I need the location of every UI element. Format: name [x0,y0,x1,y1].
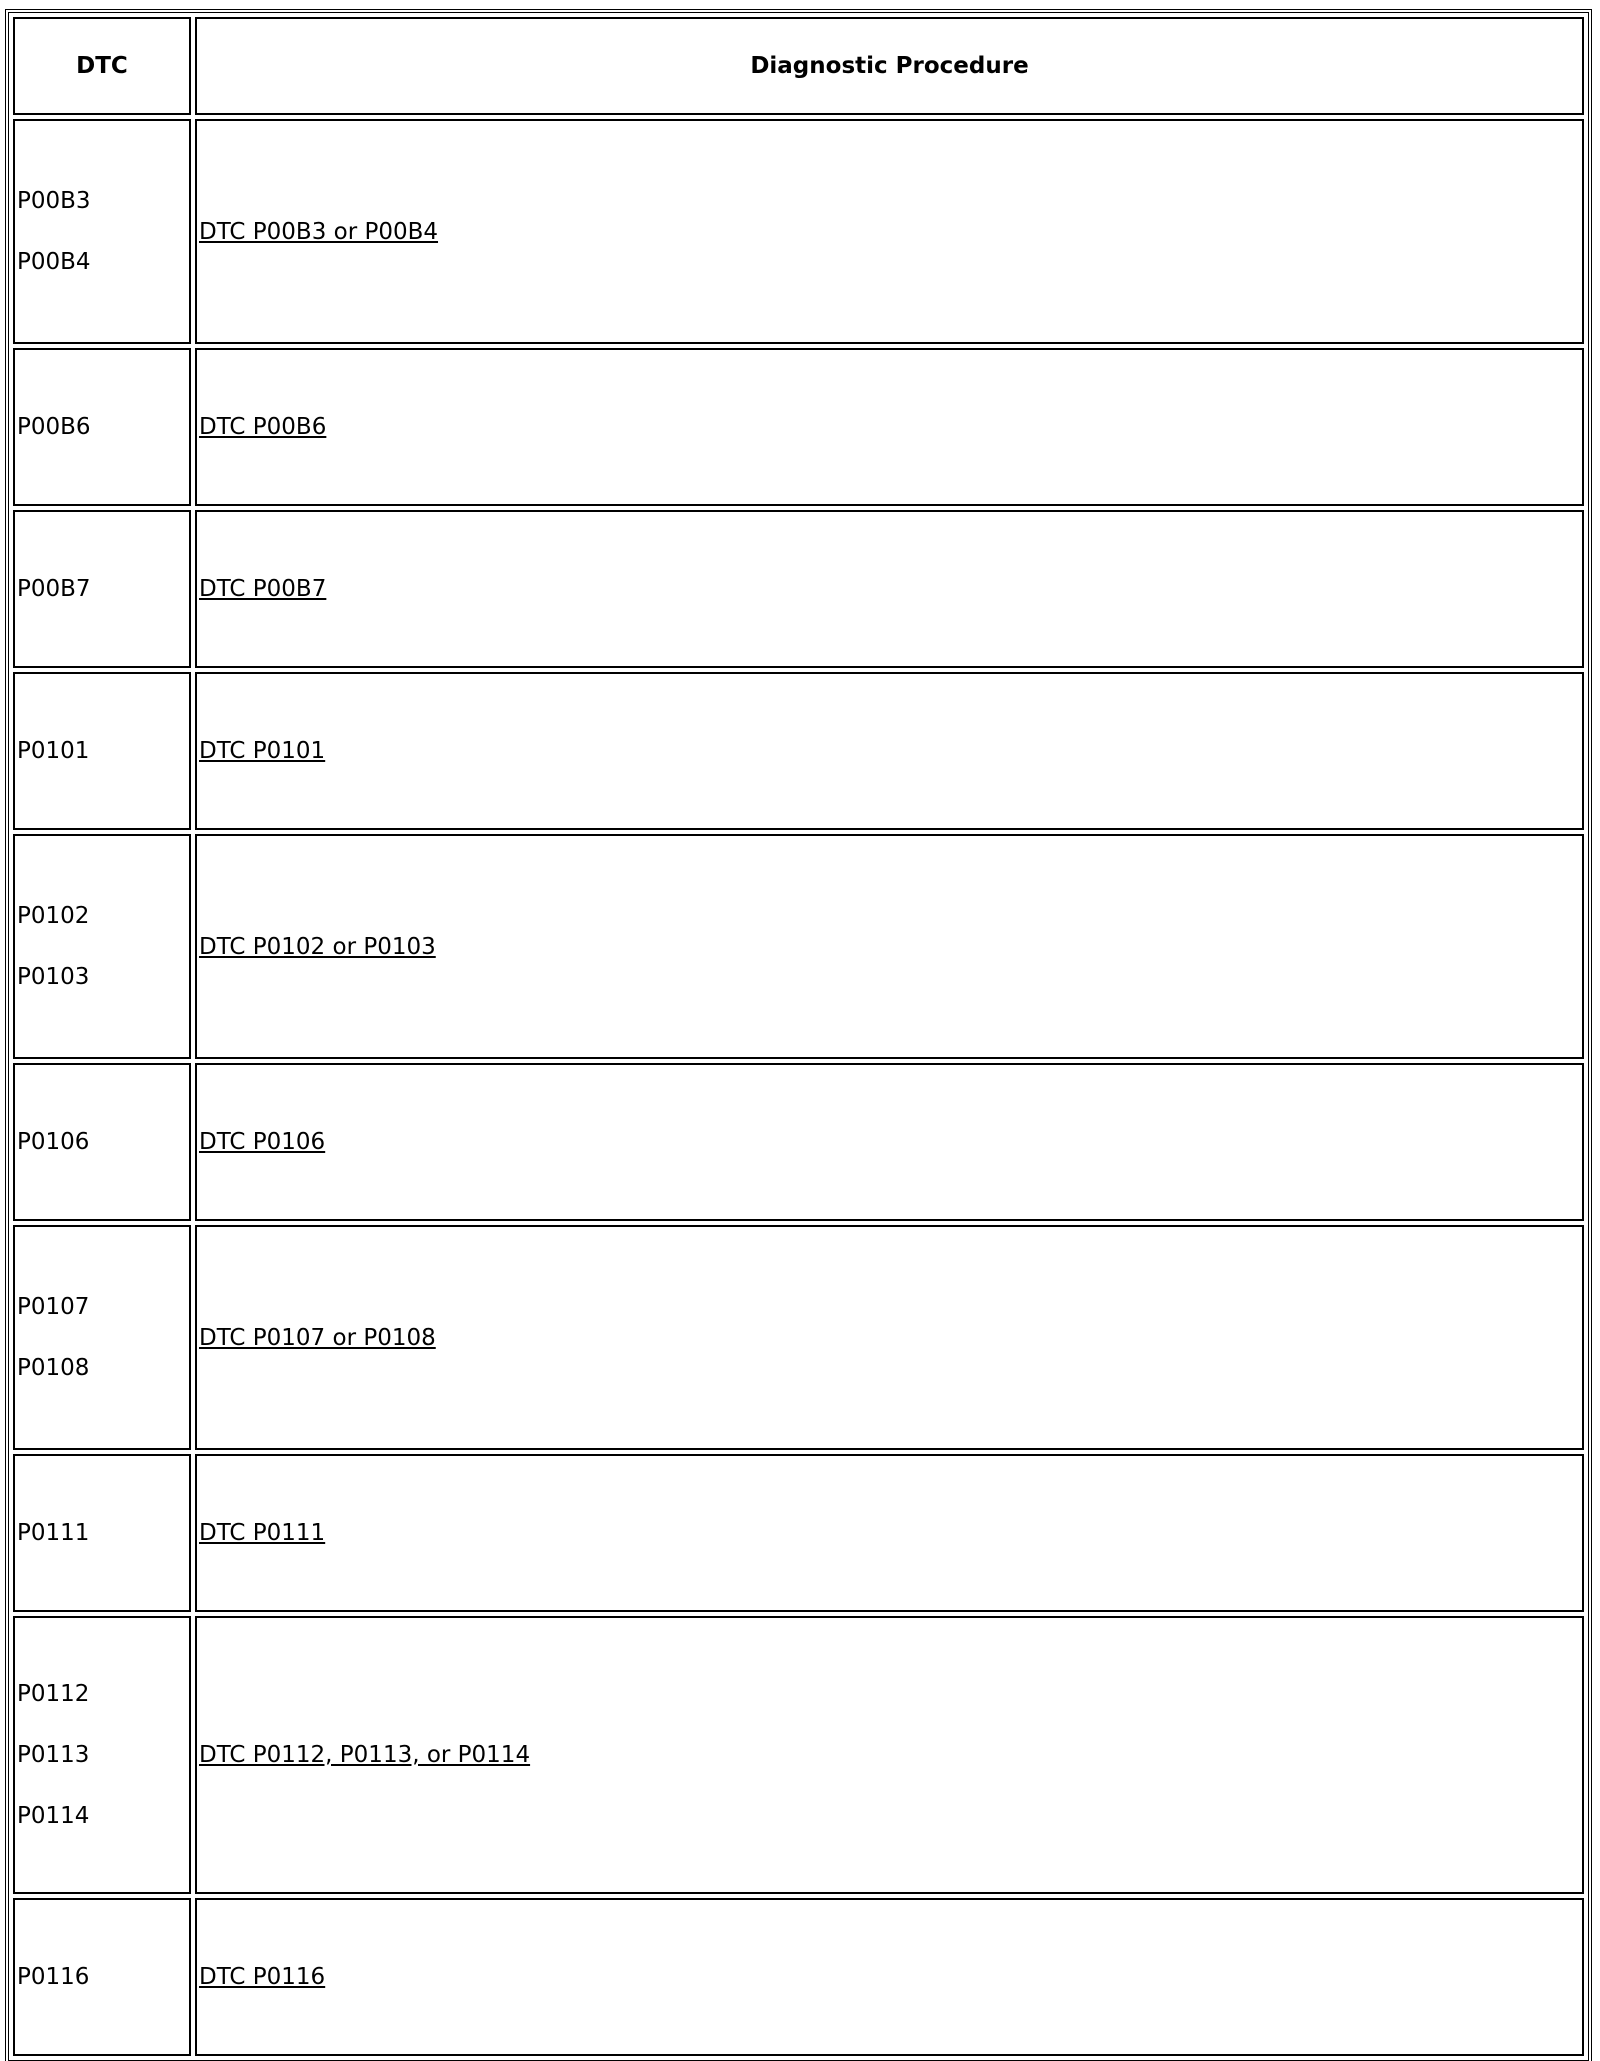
table-row [13,1898,1584,2056]
table-row [13,510,1584,668]
table-row [13,348,1584,506]
table-row [13,1616,1584,1894]
dtc-codes-cell [13,1225,191,1450]
table-row [13,834,1584,1059]
procedure-link[interactable]: DTC P0102 or P0103 [199,933,436,960]
dtc-code: P0116 [17,1963,90,1990]
dtc-code: P0113 [17,1741,90,1768]
dtc-code: P00B7 [17,575,91,602]
procedure-cell [195,1616,1584,1894]
procedure-link[interactable]: DTC P00B7 [199,576,327,602]
dtc-code: P00B3 [17,187,91,214]
dtc-codes-cell [13,834,191,1059]
dtc-code: P0111 [17,1519,90,1546]
dtc-code: P00B4 [17,248,91,275]
dtc-code: P0112 [17,1680,90,1707]
dtc-codes-cell [13,119,191,344]
procedure-cell [195,510,1584,668]
dtc-code: P00B6 [17,413,91,440]
procedure-cell [195,834,1584,1059]
table-row [13,1063,1584,1221]
procedure-cell [195,1454,1584,1612]
dtc-code: P0101 [17,737,90,764]
dtc-code: P0103 [17,963,90,990]
procedure-cell [195,1898,1584,2056]
procedure-link[interactable]: DTC P0106 [199,1129,326,1155]
procedure-link[interactable]: DTC P0112, P0113, or P0114 [199,1742,531,1768]
header-diagnostic-procedure: Diagnostic Procedure [195,17,1584,115]
dtc-codes-cell [13,1454,191,1612]
dtc-codes-cell [13,348,191,506]
procedure-cell [195,348,1584,506]
dtc-code: P0107 [17,1293,90,1320]
dtc-codes-cell [13,1063,191,1221]
dtc-code: P0114 [17,1802,90,1829]
procedure-link[interactable]: DTC P0101 [199,738,326,764]
header-dtc: DTC [13,17,191,115]
procedure-cell [195,119,1584,344]
dtc-code: P0102 [17,902,90,929]
procedure-cell [195,1225,1584,1450]
table-row [13,672,1584,830]
procedure-link[interactable]: DTC P0116 [199,1964,326,1990]
procedure-cell [195,1063,1584,1221]
dtc-codes-cell [13,510,191,668]
procedure-link[interactable]: DTC P00B3 or P00B4 [199,218,439,245]
dtc-codes-cell [13,1616,191,1894]
dtc-table [8,12,1589,2061]
procedure-link[interactable]: DTC P0111 [199,1520,326,1546]
table-row [13,1225,1584,1450]
procedure-cell [195,672,1584,830]
dtc-code: P0106 [17,1128,90,1155]
table-row [13,1454,1584,1612]
procedure-link[interactable]: DTC P0107 or P0108 [199,1324,436,1351]
header-row [13,17,1584,115]
dtc-code: P0108 [17,1354,90,1381]
dtc-codes-cell [13,672,191,830]
procedure-link[interactable]: DTC P00B6 [199,414,327,440]
table-row [13,119,1584,344]
dtc-codes-cell [13,1898,191,2056]
